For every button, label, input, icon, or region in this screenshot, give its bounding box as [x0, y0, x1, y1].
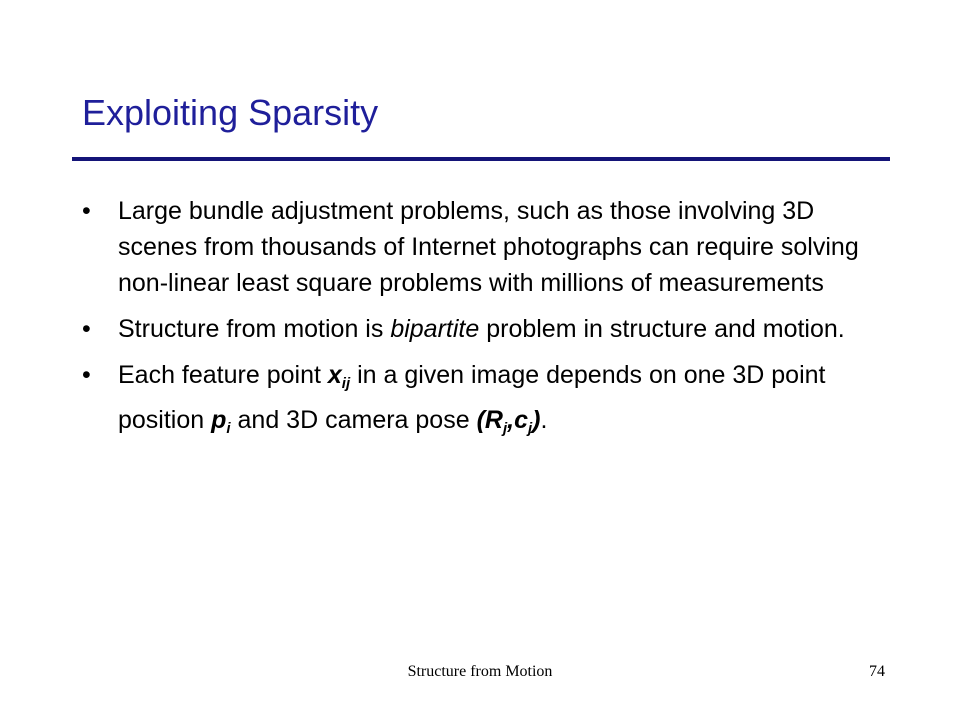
math-pose-close: )	[532, 406, 541, 434]
bullet-text-pre: Structure from motion is	[118, 315, 391, 343]
math-pose-comma: ,c	[507, 406, 528, 434]
bullet-text-post: problem in structure and motion.	[479, 315, 845, 343]
math-sub-j-c: j	[527, 420, 533, 437]
math-var-x: x	[327, 361, 342, 389]
bullet-text-pre: Each feature point	[118, 361, 328, 389]
bullet-text: Large bundle adjustment problems, such as those involving 3D scenes from thousands of Internet photographs can require solving non-linear least square problems with millions of measurements	[118, 197, 859, 297]
title-divider	[72, 157, 890, 161]
bullet-item-3	[82, 357, 882, 447]
bullet-emphasis: bipartite	[390, 315, 480, 343]
bullet-text-end: .	[540, 406, 548, 434]
math-var-p: p	[211, 406, 227, 434]
bullet-text-mid2: and 3D camera pose	[230, 406, 477, 434]
math-sub-j-r: j	[502, 420, 508, 437]
footer-title: Structure from Motion	[407, 663, 553, 680]
math-sub-ij: ij	[341, 375, 351, 392]
slide-title: Exploiting Sparsity	[82, 92, 379, 133]
math-pose-open: (R	[476, 406, 503, 434]
bullet-text-mid1: in a given image depends on one 3D point position	[118, 361, 826, 434]
bullet-marker: •	[82, 361, 91, 389]
math-sub-i: i	[226, 420, 231, 437]
bullet-item-2	[82, 311, 882, 347]
bullet-marker: •	[82, 315, 91, 343]
bullet-item-1	[82, 193, 882, 301]
page-number: 74	[869, 663, 885, 680]
bullet-marker: •	[82, 197, 91, 225]
bullet-list	[82, 193, 882, 457]
